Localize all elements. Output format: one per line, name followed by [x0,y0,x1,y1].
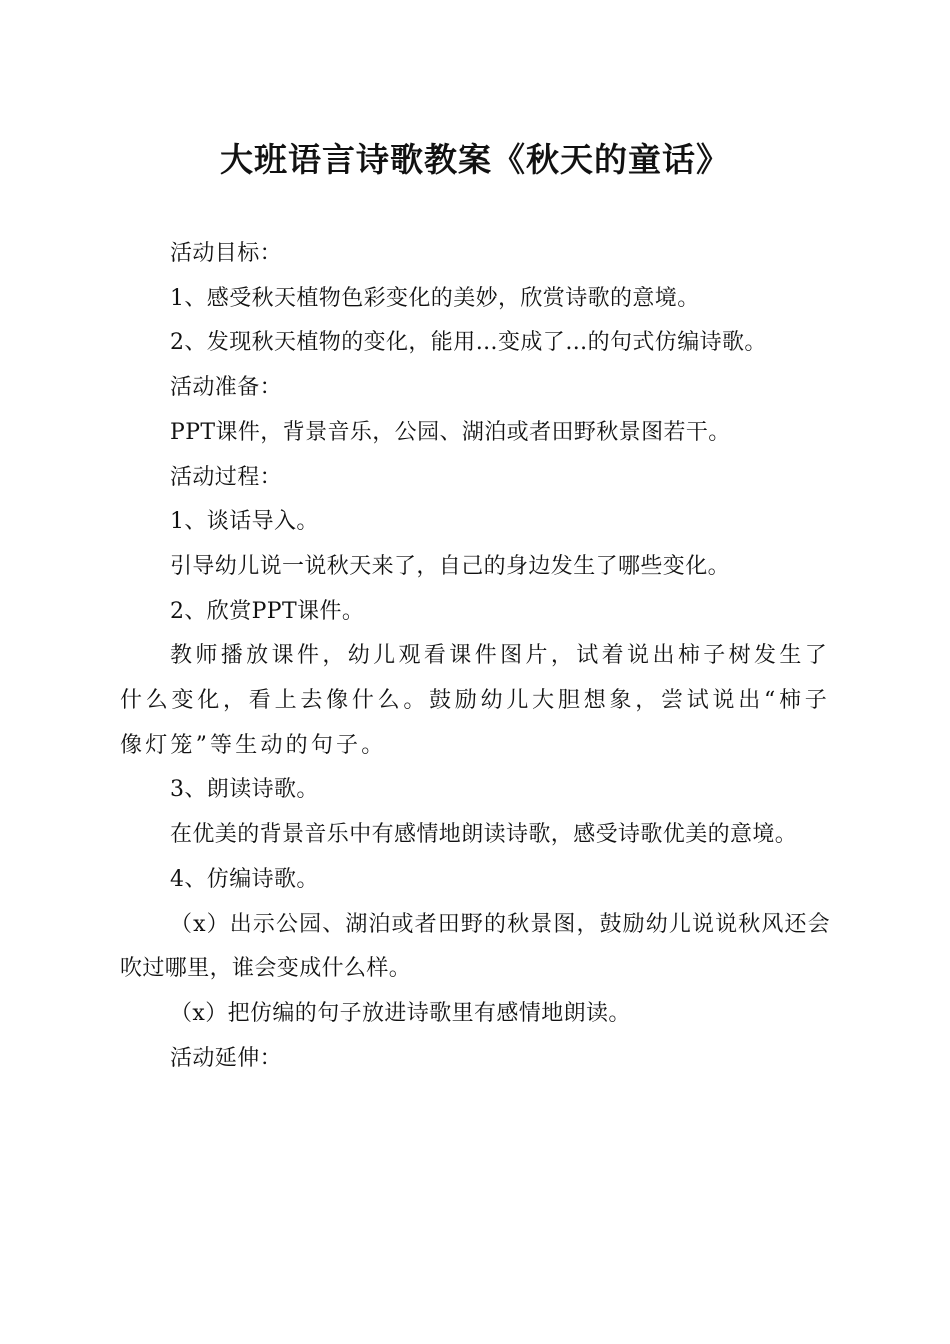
step-heading: 2、欣赏PPT课件。 [170,598,365,624]
paragraph: 引导幼儿说一说秋天来了，自己的身边发生了哪些变化。 [170,553,731,579]
section-heading-extension: 活动延伸： [170,1045,283,1071]
document-body [120,232,830,1081]
document-title: 大班语言诗歌教案《秋天的童话》 [220,140,730,179]
step-heading: 4、仿编诗歌。 [170,866,319,892]
paragraph: 教师播放课件，幼儿观看课件图片，试着说出柿子树发生了什么变化，看上去像什么。鼓励幼儿大胆想象，尝试说出“柿子像灯笼”等生动的句子。 [120,643,830,758]
paragraph: （x）出示公园、湖泊或者田野的秋景图，鼓励幼儿说说秋风还会吹过哪里，谁会变成什么样。 [120,911,830,982]
paragraph: 1、感受秋天植物色彩变化的美妙，欣赏诗歌的意境。 [170,285,700,311]
paragraph: 2、发现秋天植物的变化，能用…变成了…的句式仿编诗歌。 [170,330,767,356]
paragraph: （x）把仿编的句子放进诗歌里有感情地朗读。 [170,1000,631,1026]
paragraph: 在优美的背景音乐中有感情地朗读诗歌，感受诗歌优美的意境。 [170,822,798,848]
step-heading: 3、朗读诗歌。 [170,777,319,803]
section-heading-preparation: 活动准备： [170,375,283,401]
step-heading: 1、谈话导入。 [170,509,319,535]
section-heading-goals: 活动目标： [170,241,283,266]
paragraph: PPT课件，背景音乐，公园、湖泊或者田野秋景图若干。 [170,419,731,445]
section-heading-process: 活动过程： [170,464,283,490]
